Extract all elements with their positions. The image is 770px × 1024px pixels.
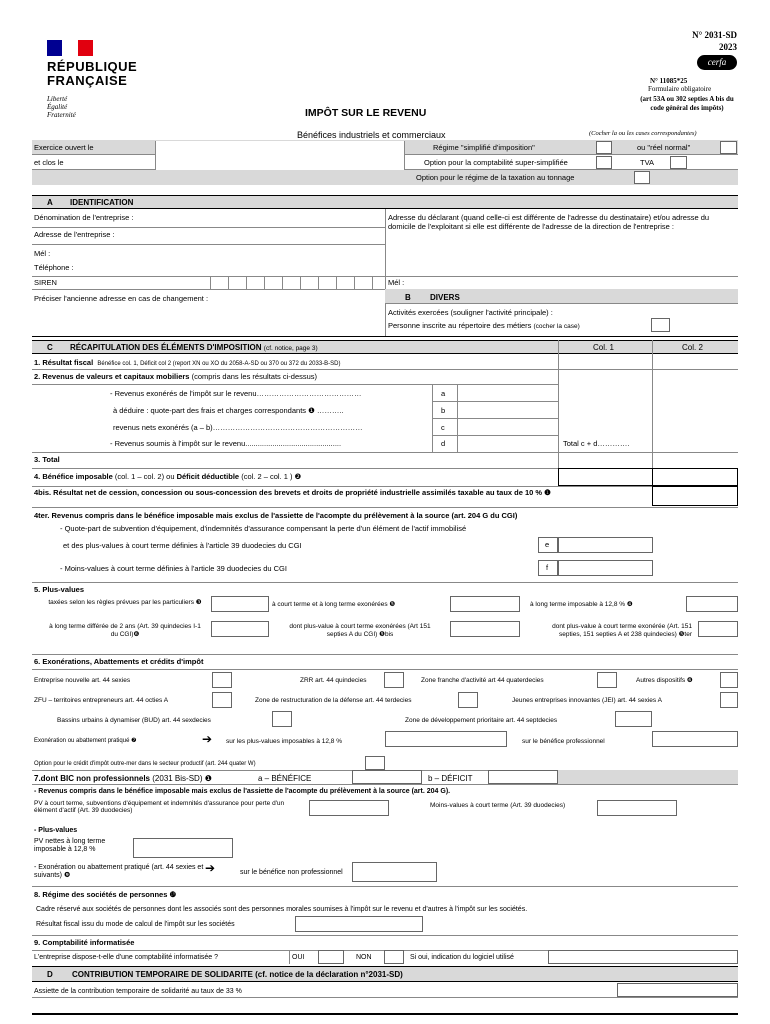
form-year: 2023 — [719, 42, 737, 52]
line7e-label: - Revenus compris dans le bénéfice imposable mais exclus de l'assiette de l'acompte du prélèvement à la source (art. 204 G). — [34, 788, 451, 795]
line6k-label: sur les plus-values imposables à 12,8 % — [226, 738, 342, 745]
line8-label: 8. Régime des sociétés de personnes ❿ — [34, 890, 177, 899]
line6e-input[interactable] — [212, 692, 232, 708]
mandatory-text: Formulaire obligatoire — [648, 85, 712, 93]
code-c: c — [441, 423, 445, 432]
republique-text: RÉPUBLIQUE — [47, 59, 138, 74]
oui-label: OUI — [292, 954, 305, 961]
line7k-label: sur le bénéfice non professionnel — [240, 869, 343, 876]
article-text: (art 53A ou 302 septies A bis du code général des impôts) — [640, 95, 734, 113]
non-label: NON — [356, 954, 372, 961]
reel-checkbox[interactable] — [720, 141, 737, 154]
option-compta-label: Option pour la comptabilité super-simplifiée — [424, 158, 568, 167]
tva-label: TVA — [640, 158, 655, 167]
line6c-input[interactable] — [597, 672, 617, 688]
line6b-label: ZRR art. 44 quindecies — [300, 677, 367, 684]
line8a-label: Cadre réservé aux sociétés de personnes dont les associés sont des personnes morales soumises à l'impôt sur le revenu et d'autres à l'impôt sur les sociétés. — [36, 906, 528, 913]
code-d: d — [441, 439, 446, 448]
subtitle: Bénéfices industriels et commerciaux — [297, 130, 446, 140]
line9b-label: Si oui, indication du logiciel utilisé — [410, 954, 514, 961]
francaise-text: FRANÇAISE — [47, 73, 128, 88]
line5b-input[interactable] — [450, 596, 520, 612]
line2a-label: - Revenus exonérés de l'impôt sur le revenu…………………………………… — [110, 389, 362, 398]
line6f-input[interactable] — [458, 692, 478, 708]
line5f-label: dont plus-value à court terme exonérée (Art. 151 septies, 151 septies A et 238 quindecies) ❺ter — [552, 623, 692, 638]
line6-label: 6. Exonérations, Abattements et crédits d'impôt — [34, 657, 204, 666]
line4ter-e-input[interactable] — [558, 537, 653, 553]
line7b-input[interactable] — [488, 770, 558, 784]
line6k-input[interactable] — [385, 731, 507, 747]
line6m-label: Option pour le crédit d'impôt outre-mer dans le secteur productif (art. 244 quater W) — [34, 761, 256, 767]
denomination-label: Dénomination de l'entreprise : — [34, 213, 134, 222]
line6a-input[interactable] — [212, 672, 232, 688]
col2-header: Col. 2 — [682, 343, 703, 352]
section-d-title: CONTRIBUTION TEMPORAIRE DE SOLIDARITE (cf. notice de la déclaration n°2031-SD) — [72, 970, 403, 979]
line6d-label: Autres dispositifs ❻ — [636, 677, 693, 684]
code-a: a — [441, 389, 446, 398]
arrow-right-icon-2: ➔ — [205, 861, 216, 875]
motto-fraternite: Fraternité — [47, 111, 76, 119]
line6f-label: Zone de restructuration de la défense art. 44 terdecies — [255, 697, 412, 704]
line2b-label: à déduire : quote-part des frais et charges correspondants ❶ ……….. — [113, 406, 344, 415]
total-cd-label: Total c + d…………. — [563, 439, 630, 448]
adresse-declarant-label: Adresse du déclarant (quand celle-ci est différente de l'adresse du destinataire) et/ou adresse du domicile de l'exploitant si elle est différente de l'adresse de la direction de l'entreprise : — [388, 213, 710, 231]
oui-checkbox[interactable] — [318, 950, 344, 964]
line5d-input[interactable] — [211, 621, 269, 637]
cocher-text: (Cocher la ou les cases correspondantes) — [589, 130, 697, 137]
line9-label: 9. Comptabilité informatisée — [34, 938, 135, 947]
repertoire-checkbox[interactable] — [651, 318, 670, 332]
regime-checkbox[interactable] — [596, 141, 612, 154]
line5d-label: à long terme différée de 2 ans (Art. 39 quindecies I-1 du CGI)❻ — [49, 623, 201, 638]
line4ter-1: - Quote-part de subvention d'équipement, d'indemnités d'assurance compensant la perte d'un élément de l'actif immobilisé — [60, 524, 467, 533]
cerfa-number: N° 11085*25 — [650, 77, 688, 85]
line6l-input[interactable] — [652, 731, 738, 747]
line5b-label: à court terme et à long terme exonérées ❺ — [272, 601, 396, 608]
mel-label: Mél : — [34, 249, 51, 258]
line6m-checkbox[interactable] — [365, 756, 385, 770]
line4ter-3: - Moins-values à court terme définies à l'article 39 duodecies du CGI — [60, 564, 287, 573]
line4bis-label: 4bis. Résultat net de cession, concession ou sous-concession des brevets et droits de propriété industrielle assimilés taxable au taux de 10 % ❶ — [34, 488, 551, 497]
line6b-input[interactable] — [384, 672, 404, 688]
line5c-label: à long terme imposable à 12,8 % ❹ — [530, 601, 633, 608]
line5e-input[interactable] — [450, 621, 520, 637]
line6j-label: Exonération ou abattement pratiqué ❼ — [34, 738, 137, 744]
code-e: e — [545, 540, 550, 549]
ancienne-adresse-label: Préciser l'ancienne adresse en cas de changement : — [34, 294, 209, 303]
line7h-label: - Plus-values — [34, 827, 78, 834]
line5-label: 5. Plus-values — [34, 585, 85, 594]
marianne-logo — [47, 40, 93, 56]
line5c-input[interactable] — [686, 596, 738, 612]
option-compta-checkbox[interactable] — [596, 156, 612, 169]
line6d-input[interactable] — [720, 672, 738, 688]
cerfa-logo: cerfa — [697, 55, 737, 70]
line7i-input[interactable] — [133, 838, 233, 858]
line2c-label: revenus nets exonérés (a – b)…………………………………………………… — [113, 423, 363, 432]
section-a-letter: A — [47, 198, 53, 207]
line7b-label: b – DÉFICIT — [428, 774, 473, 783]
line6i-label: Zone de développement prioritaire art. 44 septdecies — [405, 717, 558, 724]
line4ter-label: 4ter. Revenus compris dans le bénéfice imposable mais exclus de l'assiette de l'acompte du prélèvement à la source (art. 204 G du CGI) — [34, 511, 518, 520]
line5e-label: dont plus-value à court terme exonérées (Art 151 septies A du CGI) ❺bis — [289, 623, 431, 638]
clos-label: et clos le — [34, 158, 64, 167]
option-tonnage-label: Option pour le régime de la taxation au tonnage — [416, 173, 575, 182]
section-b-letter: B — [405, 293, 411, 302]
code-f: f — [546, 563, 549, 572]
line6g-input[interactable] — [720, 692, 738, 708]
line1-label: 1. Résultat fiscal Bénéfice col. 1, Déficit col 2 (report XN ou XO du 2058-A-SD ou 370 ou 372 du 2033-B-SD) — [34, 358, 341, 367]
activites-label: Activités exercées (souligner l'activité principale) : — [388, 308, 553, 317]
line6a-label: Entreprise nouvelle art. 44 sexies — [34, 677, 131, 684]
section-d-letter: D — [47, 970, 53, 979]
regime-label: Régime "simplifié d'imposition" — [433, 143, 535, 152]
line7i-label: PV nettes à long terme imposable à 12,8 % — [34, 838, 106, 854]
line3-label: 3. Total — [34, 455, 60, 464]
line6c-label: Zone franche d'activité art 44 quaterdecies — [421, 677, 544, 684]
line5f-input[interactable] — [698, 621, 738, 637]
form-number: N° 2031-SD — [692, 30, 737, 40]
line7k-input[interactable] — [352, 862, 437, 882]
line7a-input[interactable] — [352, 770, 422, 784]
section-d-line: Assiette de la contribution temporaire de solidarité au taux de 33 % — [34, 988, 242, 995]
line4ter-2: et des plus-values à court terme définies à l'article 39 duodecies du CGI — [63, 541, 302, 550]
arrow-right-icon: ➔ — [202, 732, 213, 746]
line9a-label: L'entreprise dispose-t-elle d'une comptabilité informatisée ? — [34, 954, 218, 961]
line4-col2-input[interactable] — [652, 468, 738, 486]
line6e-label: ZFU – territoires entrepreneurs art. 44 octies A — [34, 697, 169, 704]
telephone-label: Téléphone : — [34, 263, 74, 272]
adresse-entreprise-label: Adresse de l'entreprise : — [34, 230, 115, 239]
section-c-title: RÉCAPITULATION DES ÉLÉMENTS D'IMPOSITION (cf. notice, page 3) — [70, 343, 318, 352]
line7f-input[interactable] — [309, 800, 389, 816]
line7-label: 7.dont BIC non professionnels (2031 Bis-SD) ❶ — [34, 774, 212, 783]
motto-egalite: Égalité — [47, 103, 68, 111]
line4-label: 4. Bénéfice imposable (col. 1 – col. 2) ou Déficit déductible (col. 2 – col. 1 ) ❷ — [34, 472, 302, 481]
line8b-label: Résultat fiscal issu du mode de calcul de l'impôt sur les sociétés — [36, 921, 235, 928]
exercice-label: Exercice ouvert le — [34, 143, 94, 152]
section-c-letter: C — [47, 343, 53, 352]
line7g-label: Moins-values à court terme (Art. 39 duodecies) — [430, 802, 566, 809]
logiciel-input[interactable] — [548, 950, 738, 964]
line8b-input[interactable] — [295, 916, 423, 932]
line6g-label: Jeunes entreprises innovantes (JEI) art. 44 sexies A — [512, 697, 662, 704]
section-d-input[interactable] — [617, 983, 738, 997]
line4ter-f-input[interactable] — [558, 560, 653, 576]
section-a-title: IDENTIFICATION — [70, 198, 134, 207]
line5a-input[interactable] — [211, 596, 269, 612]
reel-label: ou "réel normal" — [637, 143, 691, 152]
mel2-label: Mél : — [388, 278, 405, 287]
line2d-label: - Revenus soumis à l'impôt sur le revenu.............................................. — [110, 439, 342, 448]
tonnage-checkbox[interactable] — [634, 171, 650, 184]
line4-col1-input[interactable] — [558, 468, 653, 486]
page-title: IMPÔT SUR LE REVENU — [305, 107, 427, 119]
line7g-input[interactable] — [597, 800, 677, 816]
line5a-label: taxées selon les règles prévues par les particuliers ❸ — [48, 599, 202, 606]
col1-header: Col. 1 — [593, 343, 614, 352]
code-b: b — [441, 406, 446, 415]
line6h-label: Bassins urbains à dynamiser (BUD) art. 44 sexdecies — [57, 717, 211, 724]
line7a-label: a – BÉNÉFICE — [258, 774, 312, 783]
line6h-input[interactable] — [272, 711, 292, 727]
line7f-label: PV à court terme, subventions d'équipement et indemnités d'assurance pour perte d'un élément d'actif (Art. 39 duodecies) — [34, 800, 285, 815]
tva-checkbox[interactable] — [670, 156, 687, 169]
line4bis-input[interactable] — [652, 486, 738, 506]
motto-liberte: Liberté — [47, 95, 68, 103]
non-checkbox[interactable] — [384, 950, 404, 964]
section-b-title: DIVERS — [430, 293, 460, 302]
personne-label: Personne inscrite au répertoire des métiers (cocher la case) — [388, 321, 580, 330]
line6l-label: sur le bénéfice professionnel — [522, 738, 605, 745]
line6i-input[interactable] — [615, 711, 652, 727]
line2-label: 2. Revenus de valeurs et capitaux mobiliers (compris dans les résultats ci-dessus) — [34, 372, 318, 381]
line7j-label: - Exonération ou abattement pratiqué (art. 44 sexies et suivants) ❾ — [34, 864, 204, 880]
siren-label: SIREN — [34, 278, 57, 287]
